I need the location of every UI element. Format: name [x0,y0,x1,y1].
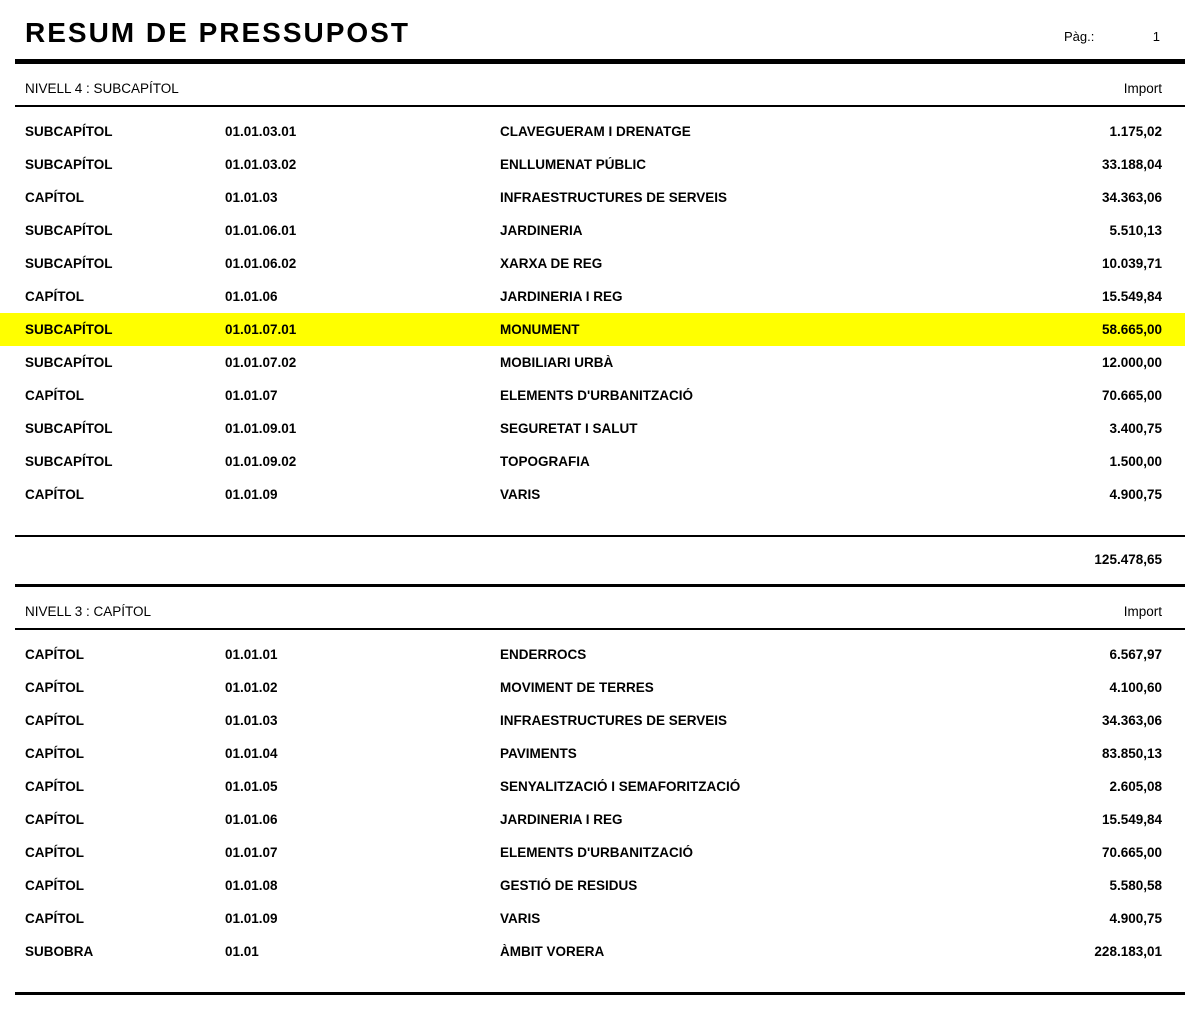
row-amount: 34.363,06 [1101,190,1162,205]
row-code: 01.01.05 [225,779,278,794]
row-type: CAPÍTOL [25,680,85,695]
row-code: 01.01.07 [225,388,278,403]
page-title: RESUM DE PRESSUPOST [25,17,410,48]
row-description: ENDERROCS [500,647,587,662]
row-description: MOVIMENT DE TERRES [500,680,654,695]
page-indicator [1064,29,1160,48]
row-code: 01.01.06 [225,812,278,827]
row-amount: 6.567,97 [1109,647,1162,662]
row-type: CAPÍTOL [25,812,85,827]
row-description: SENYALITZACIÓ I SEMAFORITZACIÓ [500,779,741,794]
row-code: 01.01.03.01 [225,124,297,139]
section-header [0,64,1200,105]
section-level-label: NIVELL 3 : CAPÍTOL [25,604,152,619]
row-description: INFRAESTRUCTURES DE SERVEIS [500,713,728,728]
row-type: SUBCAPÍTOL [25,124,113,139]
row-code: 01.01.06 [225,289,278,304]
row-description: VARIS [500,911,541,926]
table-row[interactable] [0,671,1185,704]
row-amount: 1.500,00 [1109,454,1162,469]
row-description: JARDINERIA I REG [500,812,623,827]
row-code: 01.01.03 [225,190,278,205]
row-amount: 15.549,84 [1101,812,1162,827]
section-rows [0,107,1200,535]
row-amount: 70.665,00 [1101,845,1162,860]
section-rows [0,630,1200,992]
row-code: 01.01.06.02 [225,256,297,271]
row-type: SUBCAPÍTOL [25,256,113,271]
row-amount: 1.175,02 [1109,124,1162,139]
row-type: CAPÍTOL [25,845,85,860]
table-row[interactable] [0,346,1185,379]
row-code: 01.01.07.02 [225,355,297,370]
table-row[interactable] [0,412,1185,445]
table-row[interactable] [0,836,1185,869]
row-amount: 5.580,58 [1109,878,1162,893]
section-header [0,587,1200,628]
page-number-label: Pàg.: [1064,29,1095,44]
table-row[interactable] [0,770,1185,803]
row-code: 01.01.09 [225,487,278,502]
table-row[interactable] [0,704,1185,737]
row-type: SUBCAPÍTOL [25,454,113,469]
row-type: CAPÍTOL [25,289,85,304]
table-row[interactable] [0,935,1185,968]
row-code: 01.01.04 [225,746,278,761]
row-code: 01.01 [225,944,259,959]
report-body [0,64,1200,995]
table-row[interactable] [0,478,1185,511]
table-row[interactable] [0,803,1185,836]
row-type: SUBCAPÍTOL [25,157,113,172]
row-code: 01.01.03.02 [225,157,297,172]
row-code: 01.01.09 [225,911,278,926]
report-header [0,0,1200,48]
row-type: CAPÍTOL [25,746,85,761]
section-end-rule [15,992,1185,995]
table-row[interactable] [0,737,1185,770]
row-description: SEGURETAT I SALUT [500,421,638,436]
table-row[interactable] [0,445,1185,478]
amount-column-header: Import [1123,604,1162,619]
row-description: GESTIÓ DE RESIDUS [500,878,638,893]
row-code: 01.01.07 [225,845,278,860]
row-amount: 83.850,13 [1101,746,1162,761]
row-amount: 5.510,13 [1109,223,1162,238]
report-section [0,587,1200,995]
table-row[interactable] [0,247,1185,280]
row-type: CAPÍTOL [25,388,85,403]
row-description: ELEMENTS D'URBANITZACIÓ [500,845,693,860]
row-description: JARDINERIA [500,223,583,238]
row-code: 01.01.07.01 [225,322,297,337]
row-type: SUBCAPÍTOL [25,223,113,238]
row-description: ENLLUMENAT PÚBLIC [500,157,646,172]
row-description: PAVIMENTS [500,746,577,761]
row-amount: 228.183,01 [1094,944,1162,959]
row-code: 01.01.01 [225,647,278,662]
table-row[interactable] [0,148,1185,181]
row-code: 01.01.06.01 [225,223,297,238]
table-row[interactable] [0,181,1185,214]
row-description: MONUMENT [500,322,580,337]
section-total: 125.478,65 [1094,552,1162,567]
table-row[interactable] [0,115,1185,148]
row-type: CAPÍTOL [25,911,85,926]
row-code: 01.01.09.02 [225,454,297,469]
row-description: INFRAESTRUCTURES DE SERVEIS [500,190,728,205]
table-row[interactable] [0,869,1185,902]
row-amount: 33.188,04 [1101,157,1162,172]
row-description: TOPOGRAFIA [500,454,590,469]
row-description: MOBILIARI URBÀ [500,355,614,370]
table-row[interactable] [0,379,1185,412]
row-type: SUBCAPÍTOL [25,355,113,370]
row-description: ÀMBIT VORERA [500,944,605,959]
section-level-label: NIVELL 4 : SUBCAPÍTOL [25,81,179,96]
page-number-value: 1 [1152,29,1160,44]
row-description: JARDINERIA I REG [500,289,623,304]
row-amount: 12.000,00 [1101,355,1162,370]
row-description: ELEMENTS D'URBANITZACIÓ [500,388,693,403]
row-amount: 70.665,00 [1101,388,1162,403]
row-code: 01.01.03 [225,713,278,728]
amount-column-header: Import [1123,81,1162,96]
row-amount: 2.605,08 [1109,779,1162,794]
table-row[interactable] [0,214,1185,247]
row-type: SUBOBRA [25,944,94,959]
row-amount: 3.400,75 [1109,421,1162,436]
row-type: CAPÍTOL [25,487,85,502]
row-amount: 4.900,75 [1109,911,1162,926]
table-row[interactable] [0,902,1185,935]
row-type: SUBCAPÍTOL [25,421,113,436]
table-row[interactable] [0,638,1185,671]
row-type: CAPÍTOL [25,713,85,728]
row-code: 01.01.08 [225,878,278,893]
row-code: 01.01.02 [225,680,278,695]
row-amount: 4.100,60 [1109,680,1162,695]
row-description: XARXA DE REG [500,256,603,271]
row-description: CLAVEGUERAM I DRENATGE [500,124,691,139]
table-row-highlighted[interactable] [0,313,1185,346]
row-amount: 15.549,84 [1101,289,1162,304]
row-type: CAPÍTOL [25,190,85,205]
row-type: CAPÍTOL [25,647,85,662]
report-section [0,64,1200,587]
row-type: CAPÍTOL [25,878,85,893]
row-code: 01.01.09.01 [225,421,297,436]
row-amount: 58.665,00 [1101,322,1162,337]
table-row[interactable] [0,280,1185,313]
row-type: CAPÍTOL [25,779,85,794]
row-description: VARIS [500,487,541,502]
row-amount: 10.039,71 [1101,256,1162,271]
row-amount: 34.363,06 [1101,713,1162,728]
row-amount: 4.900,75 [1109,487,1162,502]
row-type: SUBCAPÍTOL [25,322,113,337]
